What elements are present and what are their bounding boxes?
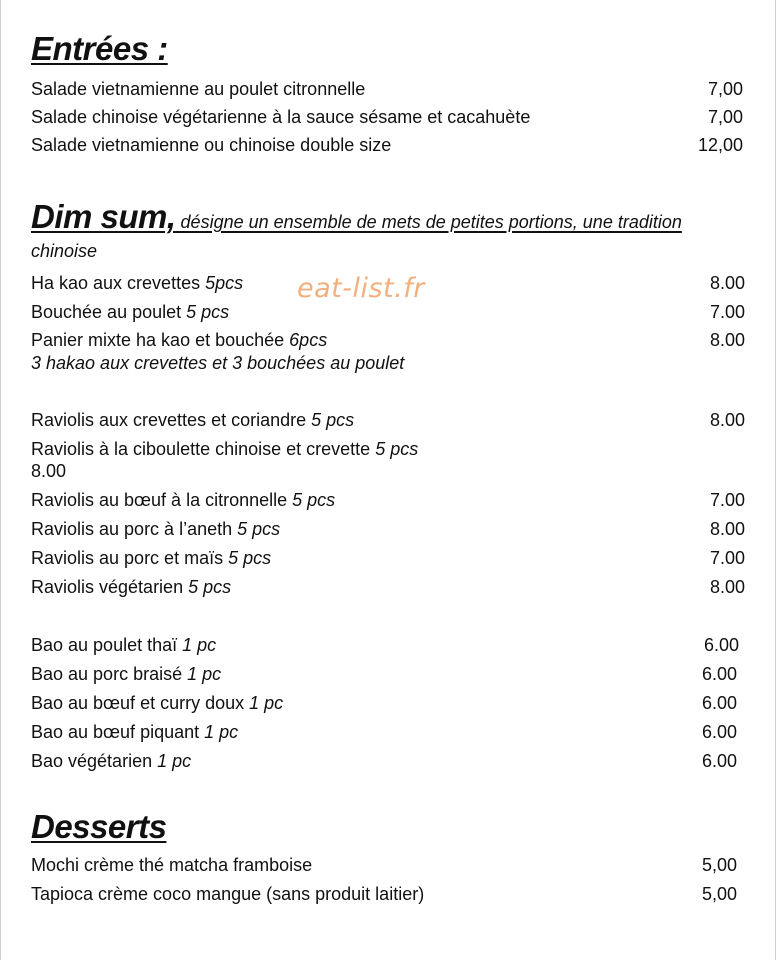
item-qty: 1 pc — [204, 722, 239, 742]
menu-item — [31, 488, 745, 512]
dimsum-title-text: Dim sum, — [31, 198, 176, 235]
item-price: 8.00 — [709, 577, 745, 597]
menu-item — [31, 271, 745, 295]
item-name: Panier mixte ha kao et bouchée — [31, 330, 290, 350]
item-price: 7.00 — [709, 490, 745, 510]
item-qty: 1 pc — [249, 693, 284, 713]
item-qty: 1 pc — [187, 664, 222, 684]
menu-item — [31, 546, 745, 570]
item-qty: 1 pc — [157, 751, 192, 771]
item-name: Raviolis au bœuf à la citronnelle — [31, 490, 293, 510]
item-name: Ha kao aux crevettes — [31, 273, 206, 293]
item-qty: 5 pcs — [375, 439, 419, 459]
menu-item — [31, 633, 745, 657]
item-name: Salade vietnamienne ou chinoise double size — [31, 135, 392, 155]
item-name: Salade chinoise végétarienne à la sauce sésame et cacahuète — [31, 107, 531, 127]
item-name: Raviolis végétarien — [31, 577, 189, 597]
item-qty: 5 pcs — [186, 302, 230, 322]
item-price: 8.00 — [709, 273, 745, 293]
item-qty: 6pcs — [289, 330, 328, 350]
item-name: Raviolis au porc et maïs — [31, 548, 229, 568]
item-name: Bao au poulet thaï — [31, 635, 183, 655]
item-name: Tapioca crème coco mangue (sans produit laitier) — [31, 884, 425, 904]
menu-item — [31, 408, 745, 432]
menu-item — [31, 437, 745, 461]
item-qty: 5pcs — [205, 273, 244, 293]
item-price: 6.00 — [701, 693, 737, 713]
menu-item — [31, 662, 745, 686]
item-price: 7,00 — [707, 79, 743, 99]
item-price: 8.00 — [709, 519, 745, 539]
menu-item — [31, 720, 745, 744]
item-name: Raviolis aux crevettes et coriandre — [31, 410, 312, 430]
menu-item — [31, 749, 745, 773]
item-name: Bao au bœuf piquant — [31, 722, 205, 742]
item-price: 6.00 — [701, 722, 737, 742]
dimsum-note: désigne un ensemble de mets de petites portions, une tradition — [175, 212, 682, 232]
item-price: 5,00 — [701, 884, 737, 904]
menu-item — [31, 882, 745, 906]
item-name: Mochi crème thé matcha framboise — [31, 855, 313, 875]
item-price: 7,00 — [707, 107, 743, 127]
item-price: 8.00 — [31, 461, 67, 481]
item-price: 5,00 — [701, 855, 737, 875]
section-title-dimsum — [31, 198, 682, 236]
item-qty: 5 pcs — [311, 410, 355, 430]
item-name: Salade vietnamienne au poulet citronnelle — [31, 79, 366, 99]
section-title-desserts: Desserts — [31, 808, 167, 845]
item-name: Raviolis à la ciboulette chinoise et crevette — [31, 439, 376, 459]
menu-item — [31, 133, 745, 157]
item-qty: 5 pcs — [188, 577, 232, 597]
item-price: 8.00 — [709, 330, 745, 350]
item-name: Raviolis au porc à l’aneth — [31, 519, 238, 539]
item-qty: 1 pc — [182, 635, 217, 655]
menu-item — [31, 575, 745, 599]
menu-item — [31, 328, 745, 352]
section-title-entrees: Entrées : — [31, 30, 168, 67]
watermark: eat-list.fr — [297, 273, 425, 304]
item-price: 6.00 — [701, 751, 737, 771]
item-price: 6.00 — [701, 664, 737, 684]
dimsum-note-continued: chinoise — [31, 241, 98, 261]
item-price: 7.00 — [709, 548, 745, 568]
menu-item — [31, 517, 745, 541]
menu-item — [31, 77, 745, 101]
item-name: Bouchée au poulet — [31, 302, 187, 322]
item-name: Bao végétarien — [31, 751, 158, 771]
menu-item — [31, 853, 745, 877]
item-price: 8.00 — [709, 410, 745, 430]
item-price: 6.00 — [703, 635, 739, 655]
menu-item — [31, 105, 745, 129]
item-qty: 5 pcs — [292, 490, 336, 510]
item-name: Bao au porc braisé — [31, 664, 188, 684]
item-detail: 3 hakao aux crevettes et 3 bouchées au poulet — [31, 353, 405, 373]
item-price: 12,00 — [697, 135, 743, 155]
menu-item — [31, 300, 745, 324]
item-qty: 5 pcs — [228, 548, 272, 568]
menu-item — [31, 691, 745, 715]
item-price: 7.00 — [709, 302, 745, 322]
item-qty: 5 pcs — [237, 519, 281, 539]
item-name: Bao au bœuf et curry doux — [31, 693, 250, 713]
